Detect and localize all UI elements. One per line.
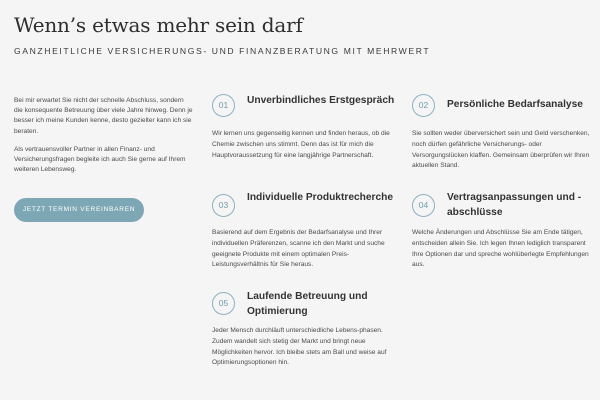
step-description: Jeder Mensch durchläuft unterschiedliche Lebens-phasen. Zudem wandelt sich stetig der Markt und bringt neue Möglichkeiten hervor. Ich bleibe stets am Ball und weise auf Optimierungsoptionen hin. [212, 327, 387, 367]
intro-paragraph-1: Bei mir erwartet Sie nicht der schnelle Abschluss, sondern die konsequente Betreuung über viele Jahre hinweg. Denn je besser ich meine Kunden kenne, desto gezielter kann ich sie beraten. [14, 97, 193, 135]
step-description: Basierend auf dem Ergebnis der Bedarfsanalyse und Ihrer individuellen Präferenzen, scanne ich den Markt und suche geeignete Produkte mit einem optimalen Preis-Leistungsverhältnis für Sie heraus. [212, 229, 385, 269]
step-title: Vertragsanpassungen und -abschlüsse [447, 192, 582, 218]
make-appointment-button[interactable]: JETZT TERMIN VEREINBAREN [14, 198, 144, 222]
page-title: Wenn’s etwas mehr sein darf [14, 13, 303, 37]
step-description: Welche Änderungen und Abschlüsse Sie am Ende tätigen, entscheiden allein Sie. Ich legen Ihnen lediglich transparent Ihre Optionen dar und spreche wohlüberlegte Empfehlungen aus. [412, 229, 589, 269]
step-01 [212, 94, 395, 161]
step-title: Persönliche Bedarfsanalyse [447, 99, 583, 110]
intro-section [14, 96, 194, 183]
step-title: Laufende Betreuung und Optimierung [247, 291, 368, 317]
step-description: Wir lernen uns gegenseitig kennen und finden heraus, ob die Chemie zwischen uns stimmt. Denn das ist für mich die Hauptvoraussetzung für eine langjährige Partnerschaft. [212, 130, 390, 159]
intro-paragraph-2: Als vertrauensvoller Partner in allen Finanz- und Versicherungsfragen begleite ich auch Sie gerne auf Ihrem weiteren Lebensweg. [14, 145, 186, 174]
step-number-badge: 04 [412, 194, 435, 217]
step-04 [412, 191, 592, 271]
step-05 [212, 290, 392, 369]
step-number-badge: 03 [212, 194, 235, 217]
step-title: Unverbindliches Erstgespräch [247, 95, 395, 106]
step-number-badge: 01 [212, 94, 235, 117]
step-number-badge: 02 [412, 94, 435, 117]
step-description: Sie sollten weder überversichert sein und Geld verschenken, noch dürfen gefährliche Versicherungs- oder Versorgungslücken klaffen. Gemeinsam überprüfen wir Ihren aktuellen Stand. [412, 130, 590, 170]
step-number-badge: 05 [212, 292, 235, 315]
page-subtitle: GANZHEITLICHE VERSICHERUNGS- UND FINANZBERATUNG MIT MEHRWERT [14, 46, 431, 56]
step-02 [412, 94, 592, 172]
step-title: Individuelle Produktrecherche [247, 192, 394, 203]
step-03 [212, 191, 392, 271]
